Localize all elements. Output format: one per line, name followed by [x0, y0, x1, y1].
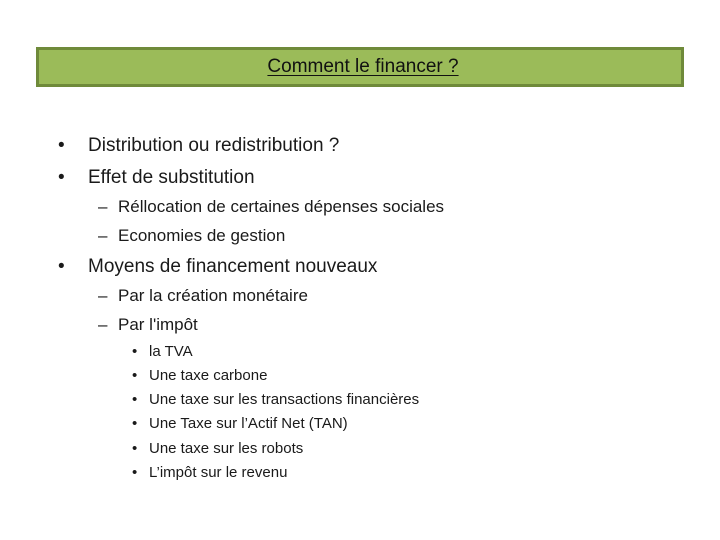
tax-item-tva: la TVA: [149, 343, 193, 360]
tax-item-revenu: L’impôt sur le revenu: [149, 464, 288, 481]
tax-item-robots: Une taxe sur les robots: [149, 440, 304, 457]
dash-marker: –: [98, 197, 108, 216]
bullet-marker: •: [58, 135, 65, 156]
bullet-moyens: Moyens de financement nouveaux: [88, 256, 378, 277]
sub-bullet-reallocation: Réllocation de certaines dépenses sociales: [118, 197, 445, 216]
dash-marker: –: [98, 286, 108, 305]
slide-title: Comment le financer ?: [267, 56, 459, 77]
tax-item-carbone: Une taxe carbone: [149, 367, 268, 384]
small-bullet-marker: •: [132, 367, 138, 384]
sub-bullet-economies: Economies de gestion: [118, 226, 286, 245]
tax-item-tan: Une Taxe sur l’Actif Net (TAN): [149, 415, 348, 432]
dash-marker: –: [98, 315, 108, 334]
dash-marker: –: [98, 226, 108, 245]
small-bullet-marker: •: [132, 440, 138, 457]
bullet-substitution: Effet de substitution: [88, 167, 255, 188]
small-bullet-marker: •: [132, 415, 138, 432]
slide-title-box: [36, 47, 684, 87]
bullet-distribution: Distribution ou redistribution ?: [88, 135, 340, 156]
sub-bullet-impot: Par l'impôt: [118, 315, 198, 334]
tax-item-transactions: Une taxe sur les transactions financières: [149, 391, 420, 408]
sub-bullet-creation-monetaire: Par la création monétaire: [118, 286, 308, 305]
small-bullet-marker: •: [132, 464, 138, 481]
small-bullet-marker: •: [132, 343, 138, 360]
bullet-marker: •: [58, 167, 65, 188]
small-bullet-marker: •: [132, 391, 138, 408]
bullet-marker: •: [58, 256, 65, 277]
